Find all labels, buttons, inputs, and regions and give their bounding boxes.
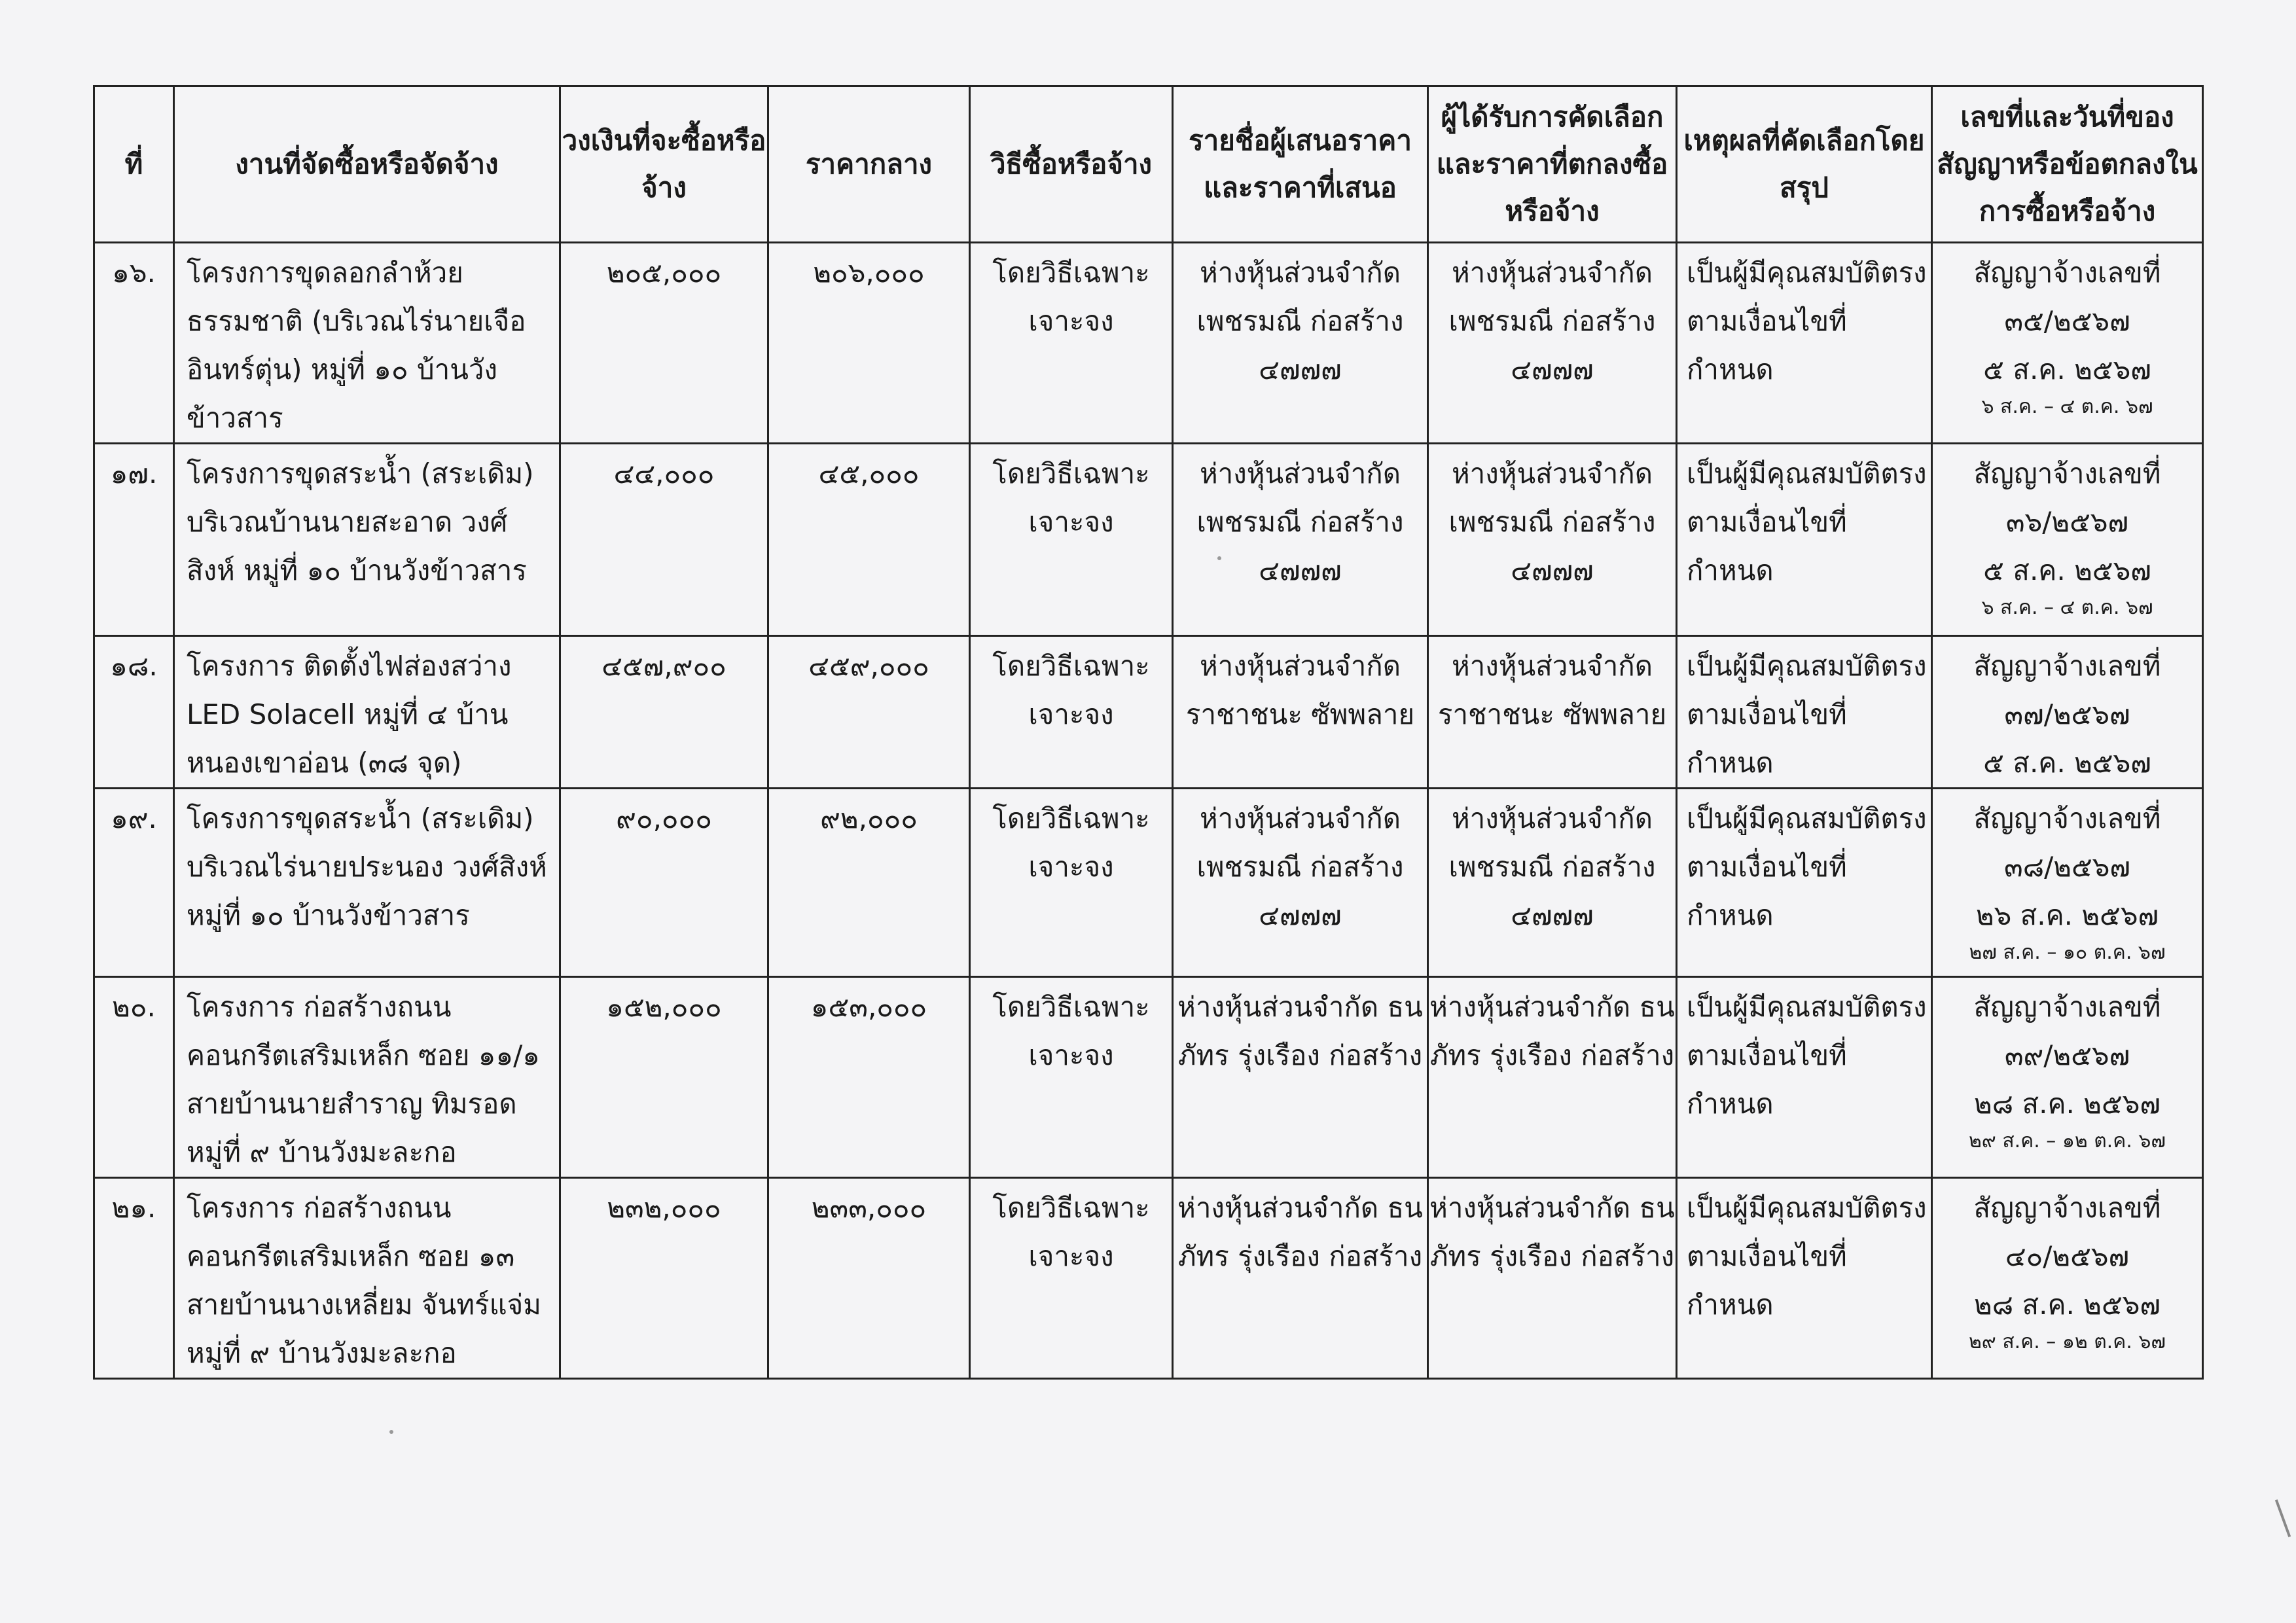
cell-selected: ห่างหุ้นส่วนจำกัด เพชรมณี ก่อสร้าง ๔๗๗๗ — [1428, 789, 1677, 977]
contract-label: สัญญาจ้างเลขที่ — [1973, 1192, 2161, 1224]
cell-method: โดยวิธีเฉพาะเจาะจง — [970, 444, 1173, 636]
cell-median-price: ๔๕๙,๐๐๐ — [768, 636, 970, 789]
cell-no: ๑๗. — [94, 444, 174, 636]
cell-method: โดยวิธีเฉพาะเจาะจง — [970, 636, 1173, 789]
cell-contract — [1932, 636, 2203, 789]
cell-bidders: ห่างหุ้นส่วนจำกัด ราชาชนะ ซัพพลาย — [1173, 636, 1428, 789]
cell-bidders: ห่างหุ้นส่วนจำกัด ธนภัทร รุ่งเรือง ก่อสร้าง — [1173, 1178, 1428, 1379]
cell-budget: ๑๕๒,๐๐๐ — [560, 977, 768, 1178]
cell-selected: ห่างหุ้นส่วนจำกัด ธนภัทร รุ่งเรือง ก่อสร้าง — [1428, 1178, 1677, 1379]
table-body — [94, 243, 2203, 1379]
cell-budget: ๔๔,๐๐๐ — [560, 444, 768, 636]
cell-method: โดยวิธีเฉพาะเจาะจง — [970, 243, 1173, 444]
contract-period: ๒๙ ส.ค. – ๑๒ ต.ค. ๖๗ — [1969, 1130, 2166, 1152]
header-method: วิธีซื้อหรือจ้าง — [970, 86, 1173, 243]
contract-label: สัญญาจ้างเลขที่ — [1973, 991, 2161, 1023]
table-row — [94, 977, 2203, 1178]
contract-number: ๓๖/๒๕๖๗ — [2005, 506, 2129, 538]
cell-selected: ห่างหุ้นส่วนจำกัด เพชรมณี ก่อสร้าง ๔๗๗๗ — [1428, 243, 1677, 444]
cell-project: โครงการ ก่อสร้างถนนคอนกรีตเสริมเหล็ก ซอย ๑๑/๑ สายบ้านนายสำราญ ทิมรอด หมู่ที่ ๙ บ้านวังมะละกอ — [174, 977, 560, 1178]
contract-date: ๕ ส.ค. ๒๕๖๗ — [1983, 353, 2151, 385]
cell-reason: เป็นผู้มีคุณสมบัติตรงตามเงื่อนไขที่กำหนด — [1677, 444, 1932, 636]
cell-no: ๑๘. — [94, 636, 174, 789]
scan-speck — [1217, 556, 1221, 560]
table-row — [94, 636, 2203, 789]
contract-number: ๔๐/๒๕๖๗ — [2005, 1240, 2130, 1272]
scan-speck — [389, 1430, 393, 1434]
contract-label: สัญญาจ้างเลขที่ — [1973, 802, 2161, 834]
cell-no: ๑๖. — [94, 243, 174, 444]
cell-selected: ห่างหุ้นส่วนจำกัด เพชรมณี ก่อสร้าง ๔๗๗๗ — [1428, 444, 1677, 636]
contract-label: สัญญาจ้างเลขที่ — [1973, 257, 2161, 289]
cell-reason: เป็นผู้มีคุณสมบัติตรงตามเงื่อนไขที่กำหนด — [1677, 977, 1932, 1178]
scan-edge-mark — [2275, 1499, 2291, 1537]
contract-period: ๒๗ ส.ค. – ๑๐ ต.ค. ๖๗ — [1969, 941, 2166, 964]
contract-date: ๒๖ ส.ค. ๒๕๖๗ — [1975, 899, 2159, 931]
contract-date: ๕ ส.ค. ๒๕๖๗ — [1983, 554, 2151, 586]
cell-contract — [1932, 243, 2203, 444]
cell-contract — [1932, 444, 2203, 636]
cell-method: โดยวิธีเฉพาะเจาะจง — [970, 1178, 1173, 1379]
contract-date: ๒๘ ส.ค. ๒๕๖๗ — [1974, 1088, 2161, 1120]
cell-median-price: ๙๒,๐๐๐ — [768, 789, 970, 977]
header-no: ที่ — [94, 86, 174, 243]
header-selected: ผู้ได้รับการคัดเลือกและราคาที่ตกลงซื้อหรือจ้าง — [1428, 86, 1677, 243]
cell-contract — [1932, 789, 2203, 977]
cell-project: โครงการขุดสระน้ำ (สระเดิม) บริเวณบ้านนายสะอาด วงศ์สิงห์ หมู่ที่ ๑๐ บ้านวังข้าวสาร — [174, 444, 560, 636]
procurement-table — [93, 85, 2204, 1380]
table-row — [94, 243, 2203, 444]
cell-no: ๑๙. — [94, 789, 174, 977]
contract-label: สัญญาจ้างเลขที่ — [1973, 457, 2161, 490]
contract-number: ๓๗/๒๕๖๗ — [2004, 698, 2130, 730]
contract-label: สัญญาจ้างเลขที่ — [1973, 650, 2161, 682]
contract-number: ๓๘/๒๕๖๗ — [2004, 851, 2130, 883]
contract-number: ๓๕/๒๕๖๗ — [2004, 305, 2130, 337]
cell-project: โครงการขุดสระน้ำ (สระเดิม) บริเวณไร่นายประนอง วงศ์สิงห์ หมู่ที่ ๑๐ บ้านวังข้าวสาร — [174, 789, 560, 977]
cell-median-price: ๔๕,๐๐๐ — [768, 444, 970, 636]
cell-budget: ๒๓๒,๐๐๐ — [560, 1178, 768, 1379]
contract-period: ๖ ส.ค. – ๔ ต.ค. ๖๗ — [1981, 596, 2153, 619]
cell-reason: เป็นผู้มีคุณสมบัติตรงตามเงื่อนไขที่กำหนด — [1677, 636, 1932, 789]
cell-bidders: ห่างหุ้นส่วนจำกัด เพชรมณี ก่อสร้าง ๔๗๗๗ — [1173, 789, 1428, 977]
cell-method: โดยวิธีเฉพาะเจาะจง — [970, 977, 1173, 1178]
cell-selected: ห่างหุ้นส่วนจำกัด ธนภัทร รุ่งเรือง ก่อสร้าง — [1428, 977, 1677, 1178]
header-row — [94, 86, 2203, 243]
cell-median-price: ๒๐๖,๐๐๐ — [768, 243, 970, 444]
cell-contract — [1932, 977, 2203, 1178]
cell-no: ๒๐. — [94, 977, 174, 1178]
header-contract: เลขที่และวันที่ของสัญญาหรือข้อตกลงในการซื้อหรือจ้าง — [1932, 86, 2203, 243]
header-median-price: ราคากลาง — [768, 86, 970, 243]
cell-bidders: ห่างหุ้นส่วนจำกัด เพชรมณี ก่อสร้าง ๔๗๗๗ — [1173, 444, 1428, 636]
contract-number: ๓๙/๒๕๖๗ — [2004, 1039, 2130, 1071]
cell-median-price: ๒๓๓,๐๐๐ — [768, 1178, 970, 1379]
cell-bidders: ห่างหุ้นส่วนจำกัด ธนภัทร รุ่งเรือง ก่อสร้าง — [1173, 977, 1428, 1178]
cell-no: ๒๑. — [94, 1178, 174, 1379]
cell-reason: เป็นผู้มีคุณสมบัติตรงตามเงื่อนไขที่กำหนด — [1677, 789, 1932, 977]
cell-reason: เป็นผู้มีคุณสมบัติตรงตามเงื่อนไขที่กำหนด — [1677, 1178, 1932, 1379]
cell-bidders: ห่างหุ้นส่วนจำกัด เพชรมณี ก่อสร้าง ๔๗๗๗ — [1173, 243, 1428, 444]
cell-budget: ๙๐,๐๐๐ — [560, 789, 768, 977]
contract-date: ๒๘ ส.ค. ๒๕๖๗ — [1974, 1289, 2161, 1321]
header-project: งานที่จัดซื้อหรือจัดจ้าง — [174, 86, 560, 243]
contract-date: ๕ ส.ค. ๒๕๖๗ — [1983, 747, 2151, 779]
contract-period: ๖ ส.ค. – ๔ ต.ค. ๖๗ — [1981, 395, 2153, 418]
cell-reason: เป็นผู้มีคุณสมบัติตรงตามเงื่อนไขที่กำหนด — [1677, 243, 1932, 444]
cell-project: โครงการขุดลอกลำห้วยธรรมชาติ (บริเวณไร่นายเจืออินทร์ตุ่น) หมู่ที่ ๑๐ บ้านวังข้าวสาร — [174, 243, 560, 444]
table-row — [94, 789, 2203, 977]
cell-median-price: ๑๕๓,๐๐๐ — [768, 977, 970, 1178]
cell-project: โครงการ ก่อสร้างถนนคอนกรีตเสริมเหล็ก ซอย ๑๓ สายบ้านนางเหลี่ยม จันทร์แจ่ม หมู่ที่ ๙ บ้านวังมะละกอ — [174, 1178, 560, 1379]
cell-project: โครงการ ติดตั้งไฟส่องสว่าง LED Solacell หมู่ที่ ๔ บ้านหนองเขาอ่อน (๓๘ จุด) — [174, 636, 560, 789]
cell-contract — [1932, 1178, 2203, 1379]
header-reason: เหตุผลที่คัดเลือกโดยสรุป — [1677, 86, 1932, 243]
cell-budget: ๒๐๕,๐๐๐ — [560, 243, 768, 444]
cell-method: โดยวิธีเฉพาะเจาะจง — [970, 789, 1173, 977]
header-budget: วงเงินที่จะซื้อหรือจ้าง — [560, 86, 768, 243]
header-bidders: รายชื่อผู้เสนอราคาและราคาที่เสนอ — [1173, 86, 1428, 243]
cell-selected: ห่างหุ้นส่วนจำกัด ราชาชนะ ซัพพลาย — [1428, 636, 1677, 789]
cell-budget: ๔๕๗,๙๐๐ — [560, 636, 768, 789]
contract-period: ๒๙ ส.ค. – ๑๒ ต.ค. ๖๗ — [1969, 1330, 2166, 1353]
table-row — [94, 444, 2203, 636]
table-row — [94, 1178, 2203, 1379]
